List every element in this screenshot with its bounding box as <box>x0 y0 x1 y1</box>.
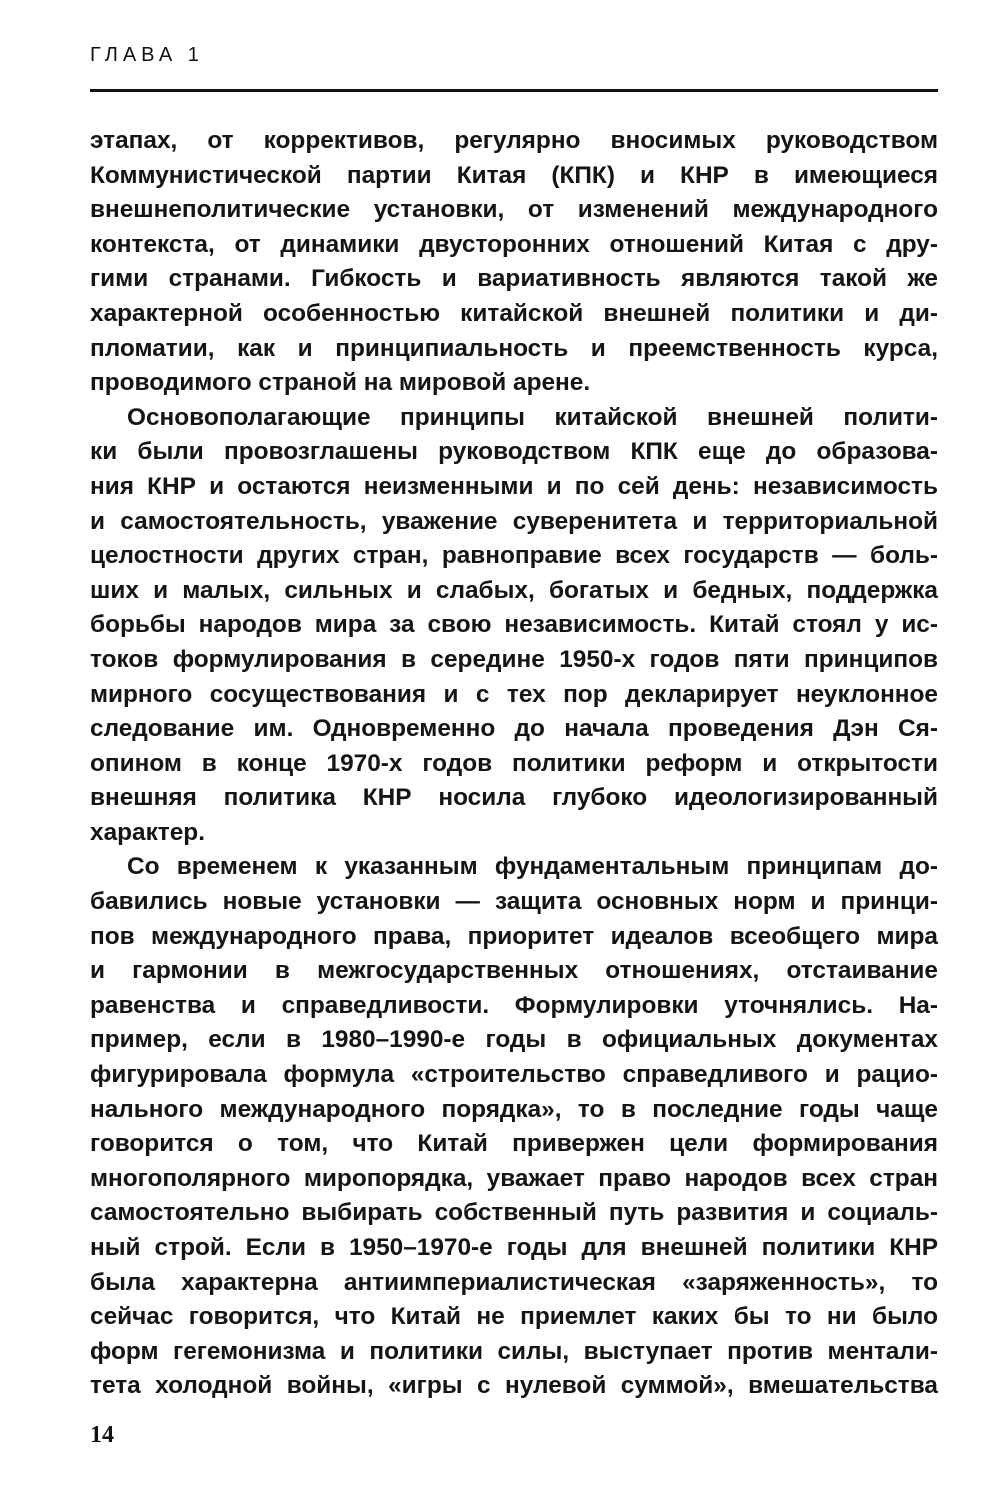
text-line: и самостоятельность, уважение суверенитета и территориальной <box>90 507 938 535</box>
text-line: контекста, от динамики двусторонних отношений Китая с дру- <box>90 230 938 258</box>
text-line: пов международного права, приоритет идеалов всеобщего мира <box>90 922 938 950</box>
text-line: этапах, от коррективов, регулярно вносимых руководством <box>90 127 938 154</box>
header-rule <box>90 89 938 92</box>
text-line: равенства и справедливости. Формулировки уточнялись. На- <box>90 991 938 1019</box>
text-line: нального международного порядка», то в последние годы чаще <box>90 1095 938 1123</box>
text-line: токов формулирования в середине 1950-х годов пяти принципов <box>90 645 938 673</box>
text-line: и гармонии в межгосударственных отношениях, отстаивание <box>90 957 938 985</box>
text-line: говорится о том, что Китай привержен цели формирования <box>90 1130 938 1158</box>
text-line: Основополагающие принципы китайской внешней полити- <box>127 403 938 431</box>
text-line: Со временем к указанным фундаментальным принципам до- <box>127 853 938 881</box>
text-line: пример, если в 1980–1990-е годы в официальных документах <box>90 1026 938 1054</box>
text-line: тета холодной войны, «игры с нулевой суммой», вмешательства <box>90 1372 938 1400</box>
text-line: ших и малых, сильных и слабых, богатых и бедных, поддержка <box>90 576 938 604</box>
text-line: следование им. Одновременно до начала проведения Дэн Ся- <box>90 715 938 743</box>
text-line: была характерна антиимпериалистическая «заряженность», то <box>90 1268 938 1296</box>
text-line: фигурировала формула «строительство справедливого и рацио- <box>90 1061 938 1089</box>
text-line: внешняя политика КНР носила глубоко идеологизированный <box>90 784 938 812</box>
text-line: характерной особенностью китайской внешней политики и ди- <box>90 299 938 327</box>
text-line: пломатии, как и принципиальность и преемственность курса, <box>90 334 938 362</box>
text-line: целостности других стран, равноправие всех государств — боль- <box>90 542 938 570</box>
page-number: 14 <box>90 1422 114 1448</box>
text-line: борьбы народов мира за свою независимость. Китай стоял у ис- <box>90 611 938 639</box>
text-line: сейчас говорится, что Китай не приемлет каких бы то ни было <box>90 1303 938 1331</box>
text-line: ки были провозглашены руководством КПК еще до образова- <box>90 438 938 466</box>
text-line: ный строй. Если в 1950–1970-е годы для внешней политики КНР <box>90 1234 938 1261</box>
text-line: характер. <box>90 818 205 846</box>
text-line: форм гегемонизма и политики силы, выступает против ментали- <box>90 1337 938 1365</box>
text-line: бавились новые установки — защита основных норм и принци- <box>90 888 938 916</box>
text-line: гими странами. Гибкость и вариативность являются такой же <box>90 265 938 293</box>
text-line: Коммунистической партии Китая (КПК) и КНР в имеющиеся <box>90 161 938 189</box>
text-line: мирного сосуществования и с тех пор декларирует неуклонное <box>90 680 938 708</box>
text-line: опином в конце 1970-х годов политики реформ и открытости <box>90 749 938 777</box>
text-line: самостоятельно выбирать собственный путь развития и социаль- <box>90 1199 938 1227</box>
chapter-header: ГЛАВА 1 <box>90 44 204 66</box>
text-line: проводимого страной на мировой арене. <box>90 369 591 397</box>
body-text <box>90 124 938 1404</box>
text-line: внешнеполитические установки, от изменений международного <box>90 196 938 224</box>
text-line: ния КНР и остаются неизменными и по сей день: независимость <box>90 472 938 500</box>
text-line: многополярного миропорядка, уважает право народов всех стран <box>90 1164 938 1192</box>
